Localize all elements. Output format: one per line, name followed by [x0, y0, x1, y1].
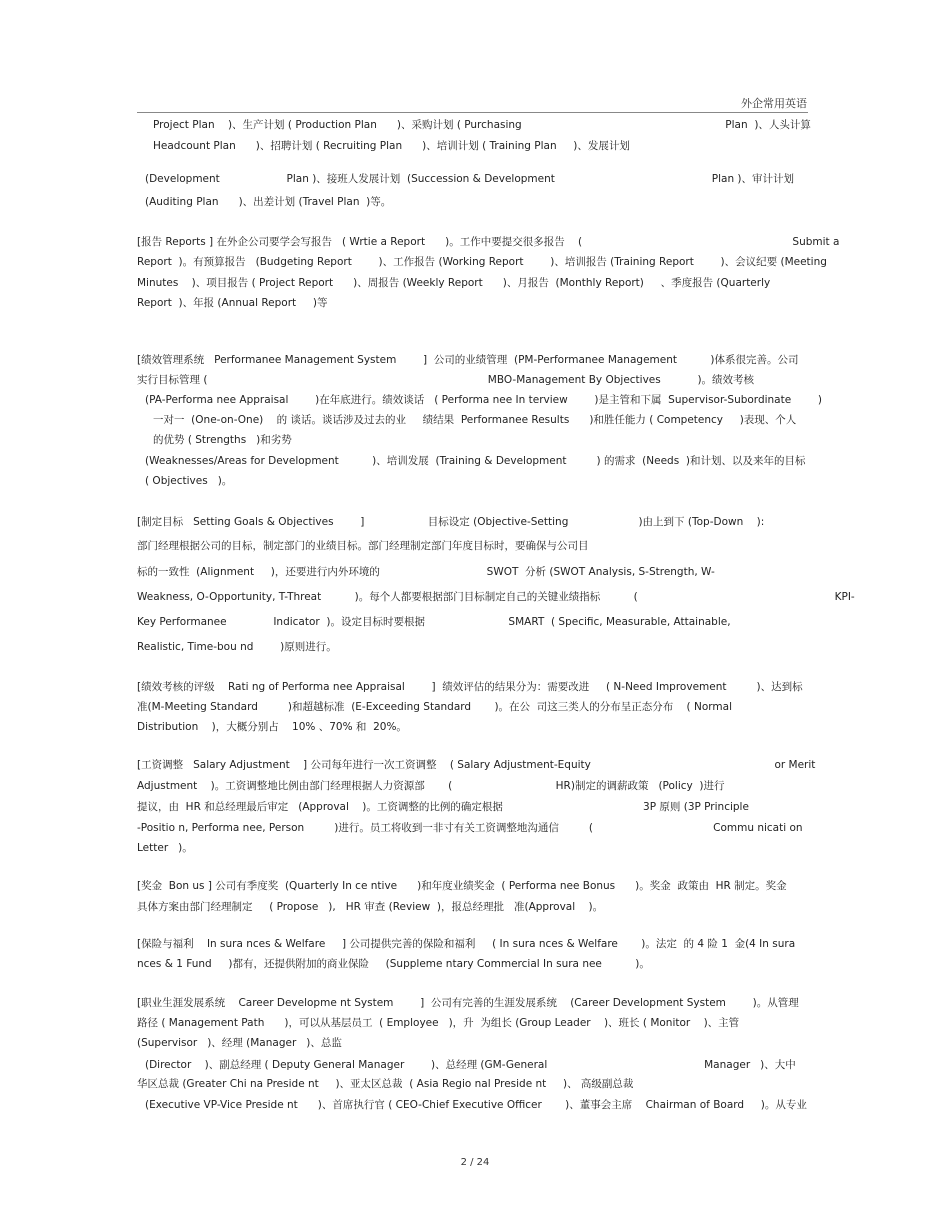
text-line: Project Plan )、生产计划 ( Production Plan )、采购计划 ( Purchasing Plan )、人头计算 [153, 119, 811, 131]
text-line: [职业生涯发展系统 Career Developme nt System ] 公司有完善的生涯发展系统 (Career Development System )。从管理 [137, 997, 799, 1009]
text-line: (PA-Performa nee Appraisal )在年底进行。绩效谈话 ( Performa nee In terview )是主管和下属 Supervisor-Subordinate ) [145, 394, 822, 406]
text-line: Headcount Plan )、招聘计划 ( Recruiting Plan )、培训计划 ( Training Plan )、发展计划 [153, 140, 630, 152]
text-line: Letter )。 [137, 842, 193, 854]
text-line: 具体方案由部门经理制定 ( Propose ), HR 审查 (Review )，报总经理批 准(Approval )。 [137, 901, 604, 913]
text-line: Report )、年报 (Annual Report )等 [137, 297, 328, 309]
header-rule [137, 112, 808, 113]
text-line: nces & 1 Fund )都有，还提供附加的商业保险 (Suppleme ntary Commercial In sura nee )。 [137, 958, 650, 970]
text-line: 的优势 ( Strengths )和劣势 [153, 434, 292, 446]
text-line: 一对一 (One-on-One) 的 谈话。谈话涉及过去的业 绩结果 Performanee Results )和胜任能力 ( Competency )表现、个人 [153, 414, 797, 426]
text-line: (Executive VP-Vice Preside nt )、首席执行官 ( CEO-Chief Executive Officer )、董事会主席 Chairman of Board )。从专业 [145, 1099, 807, 1111]
header-title: 外企常用英语 [741, 97, 807, 110]
text-line: Key Performanee Indicator )。设定目标时要根据 SMART ( Specific, Measurable, Attainable, [137, 616, 731, 628]
text-line: ( Objectives )。 [145, 475, 233, 487]
text-line: [保险与福利 In sura nces & Welfare ] 公司提供完善的保险和福利 ( In sura nces & Welfare )。法定 的 4 险 1 金(4 In sura [137, 938, 796, 950]
text-line: [制定目标 Setting Goals & Objectives ] 目标设定 (Objective-Setting )由上到下 (Top-Down ): [137, 516, 765, 528]
text-line: (Director )、副总经理 ( Deputy General Manager )、总经理 (GM-General Manager )、大中 [145, 1059, 796, 1071]
page-number: 2 / 24 [460, 1157, 490, 1168]
text-line: 华区总裁 (Greater Chi na Preside nt )、亚太区总裁 ( Asia Regio nal Preside nt )、 高级副总裁 [137, 1078, 634, 1090]
text-line: Adjustment )。工资调整地比例由部门经理根据人力资源部 ( HR)制定的调薪政策 (Policy )进行 [137, 780, 725, 792]
text-line: Report )。有预算报告 (Budgeting Report )、工作报告 (Working Report )、培训报告 (Training Report )、会议纪要 (Meeting [137, 256, 827, 268]
text-line: Realistic, Time-bou nd )原则进行。 [137, 641, 337, 653]
text-line: [工资调整 Salary Adjustment ] 公司每年进行一次工资调整 ( Salary Adjustment-Equity or Merit [137, 759, 816, 771]
text-line: 部门经理根据公司的目标，制定部门的业绩目标。部门经理制定部门年度目标时，要确保与公司目 [137, 540, 589, 552]
text-line: 准(M-Meeting Standard )和超越标准 (E-Exceeding Standard )。在公 司这三类人的分布呈正态分布 ( Normal [137, 701, 732, 713]
text-line: [绩效考核的评级 Rati ng of Performa nee Appraisal ] 绩效评估的结果分为：需要改进 ( N-Need Improvement )、达到标 [137, 681, 803, 693]
text-line: (Weaknesses/Areas for Development )、培训发展 (Training & Development ) 的需求 (Needs )和计划、以及来年的目标 [145, 455, 806, 467]
text-line: [奖金 Bon us ] 公司有季度奖 (Quarterly In ce ntive )和年度业绩奖金 ( Performa nee Bonus )。奖金 政策由 HR 制定。奖金 [137, 880, 787, 892]
text-line: (Supervisor )、经理 (Manager )、总监 [137, 1037, 342, 1049]
text-line: (Development Plan )、接班人发展计划 (Succession & Development Plan )、审计计划 [145, 173, 795, 185]
text-line: Weakness, O-Opportunity, T-Threat )。每个人都要根据部门目标制定自己的关键业绩指标 ( KPI- [137, 591, 855, 603]
text-line: 实行目标管理 ( MBO-Management By Objectives )。绩效考核 [137, 374, 755, 386]
text-line: [报告 Reports ] 在外企公司要学会写报告 ( Wrtie a Report )。工作中要提交很多报告 ( Submit a [137, 236, 840, 248]
text-line: -Positio n, Performa nee, Person )进行。员工将收到一非寸有关工资调整地沟通信 ( Commu nicati on [137, 822, 803, 834]
text-line: [绩效管理系统 Performanee Management System ] 公司的业绩管理 (PM-Performanee Management )体系很完善。公司 [137, 354, 799, 366]
text-line: 提议，由 HR 和总经理最后审定 (Approval )。工资调整的比例的确定根据 3P 原则 (3P Principle [137, 801, 749, 813]
text-line: 路径 ( Management Path )，可以从基层员工 ( Employee )，升 为组长 (Group Leader )、班长 ( Monitor )、主管 [137, 1017, 740, 1029]
text-line: 标的一致性 (Alignment )，还要进行内外环境的 SWOT 分析 (SWOT Analysis, S-Strength, W- [137, 566, 715, 578]
text-line: (Auditing Plan )、出差计划 (Travel Plan )等。 [145, 196, 392, 208]
text-line: Minutes )、项目报告 ( Project Report )、周报告 (Weekly Report )、月报告 (Monthly Report) 、季度报告 (Quarterly [137, 277, 771, 289]
text-line: Distribution )，大概分别占 10% 、70% 和 20%。 [137, 721, 407, 733]
